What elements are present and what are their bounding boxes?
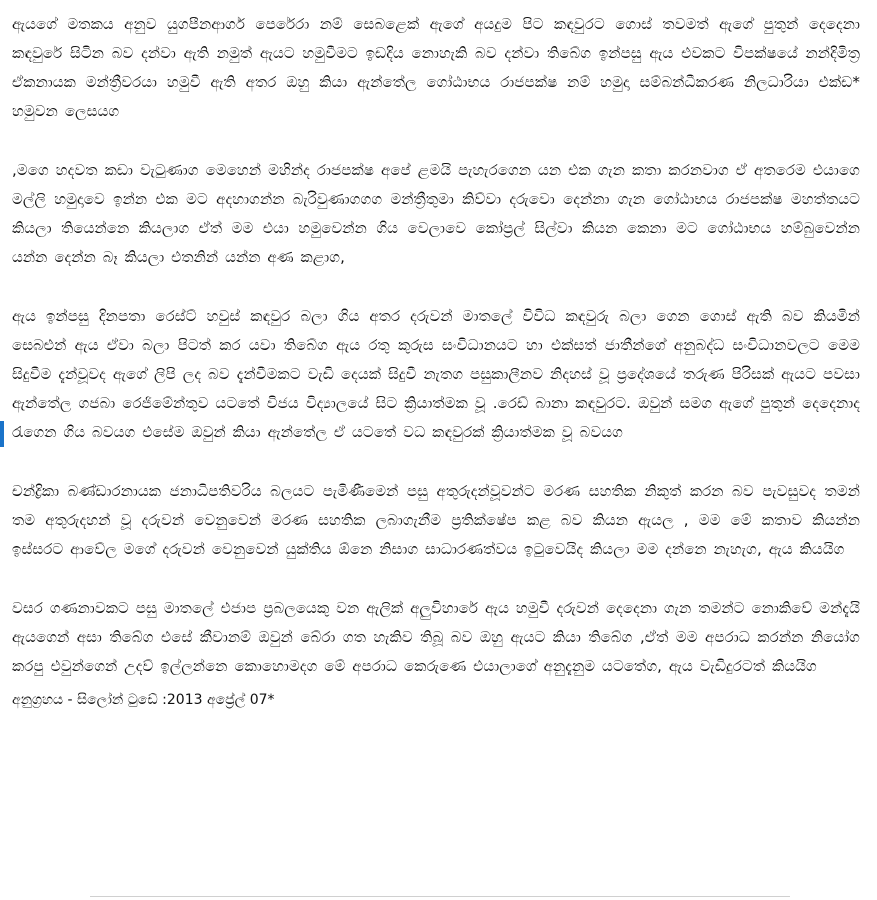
article-body [12, 10, 860, 711]
left-accent-marker [0, 421, 4, 447]
paragraph-3: ඇය ඉන්පසු දිනපතා රෙස්ට් හවුස් කඳවුර බලා ගිය අතර දරුවන් මාතලේ විවිධ කඳවුරු බලා ගෙන ගොස් ඇති බව කියමින් සෙබළුන් ඇය ඒවා බලා පිටත් කර යවා තිබේග ඇය රතු කුරුස සංවිධානයට හා එක්සත් ජාතීන්ගේ අනුබද්ධ සංවිධානවලට මෙම සිදුවීම දැන්වූවද ඇගේ ලිපි ලද බව දැන්වීමකට වැඩි දෙයක් සිදුවී නැතග පසුකාලීනව නිදහස් වූ ප්‍රදේශයේ තරුණ පිරිසක් ඇයට පවසා ඇන්තේල ගජබා රෙජිමේන්තුව යටතේ විජය විද්‍යාලයේ සිට ක්‍රියාත්මක වූ .රෙඩ් බානා කඳවුරට. ඔවුන් සමග ඇගේ පුතුන් දෙදෙනාද රැගෙන ගිය බවයග එසේම ඔවුන් කියා ඇන්තේල ඒ යටතේ වධ කඳවුරක් ක්‍රියාත්මක වූ බවයග [12, 307, 860, 441]
paragraph-1: ඇයගේ මතකය අනුව යුගපීනආර්ග පෙරේරා නම් සෙබළෙක් ඇගේ අයදුම පිට කඳවුරට ගොස් තවමත් ඇගේ පුතුන් දෙදෙනා කඳවුරේ සිටින බව දන්වා ඇති නමුත් ඇයට හමුවීමට ඉඩදිය නොහැකි බව දන්වා තිබේග ඉන්පසු ඇය එවකට විපක්ෂයේ නන්දිමිත්‍ර ඒකනායක මන්ත්‍රීවරයා හමුවී ඇති අතර ඔහු කියා ඇන්තේල ගෝඨාභය රාජපක්ෂ නම් හමුදා සම්බන්ධීකරණ නිලධාරියා එක්ඩ* හමුවන ලෙසයග [12, 15, 860, 120]
source-credit: අනුග්‍රහය - සිලෝන් ටුඩේ :2013 අප්‍රේල් 07* [12, 692, 275, 708]
bottom-divider [90, 896, 790, 897]
paragraph-4: චන්ද්‍රිකා බණ්ඩාරනායක ජනාධිපතිවරිය බලයට පැමිණීමෙන් පසු අතුරුදන්වූවන්ට මරණ සහතික නිකුත් කරන බව පැවසුවද තමන් තම අතුරුදහන් වූ දරුවන් වෙනුවෙන් මරණ සහතික ලබාගැනීම ප්‍රතික්ෂේප කළ බව කියන ඇයල , මම මේ කතාව කියන්න ඉස්සරට ආවේල මගේ දරුවන් වෙනුවෙන් යුක්තිය ඕනෙ නිසාග සාධාරණත්වය ඉටුවෙයිද කියලා මම දන්නෙ නැහැග, ඇය කියයිග [12, 482, 860, 558]
paragraph-5: වසර ගණනාවකට පසු මාතලේ එජාප ප්‍රබලයෙකු වන ඇලික් අලුවිහාරේ ඇය හමුවී දරුවන් දෙදෙනා ගැන තමන්ට නොකිවේ මන්දැයි ඇයගෙන් අසා තිබේග එසේ කීවානම් ඔවුන් බේරා ගත හැකිව තිබූ බව ඔහු ඇයට කියා තිබේග ,ඒත් මම අපරාධ කරන්න නියෝග කරපු එවුන්ගෙන් උදව් ඉල්ලන්නෙ කොහොමදග මේ අපරාධ කෙරුණෙ එයාලාගේ අනුදැනුම යටතේග, ඇය වැඩිදුරටත් කියයිග [12, 599, 860, 675]
paragraph-2: ,මගෙ හදවත කඩා වැටුණාග මෙහෙන් මහින්ද රාජපක්ෂ අපේ ළමයි පැහැරගෙන යන එක ගැන කතා කරනවාග ඒ අතරෙම එයාගෙ මල්ලි හමුදාවෙ ඉන්න එක මට අදහාගන්න බැරිවුණාගගග මන්ත්‍රීතුමා කිව්වා දරුවො දෙන්නා ගැන ගෝඨාභය රාජපක්ෂ මහත්තයට කියලා තියෙන්නෙ කියලාග ඒත් මම එයා හමුවෙන්න ගිය වෙලාවෙ කෝප්‍රල් සිල්වා කියන කෙනා මට ගෝඨාභය හම්බුවෙන්න යන්න දෙන්න බෑ කියලා එතනින් යන්න අණ කළාග, [12, 161, 860, 266]
